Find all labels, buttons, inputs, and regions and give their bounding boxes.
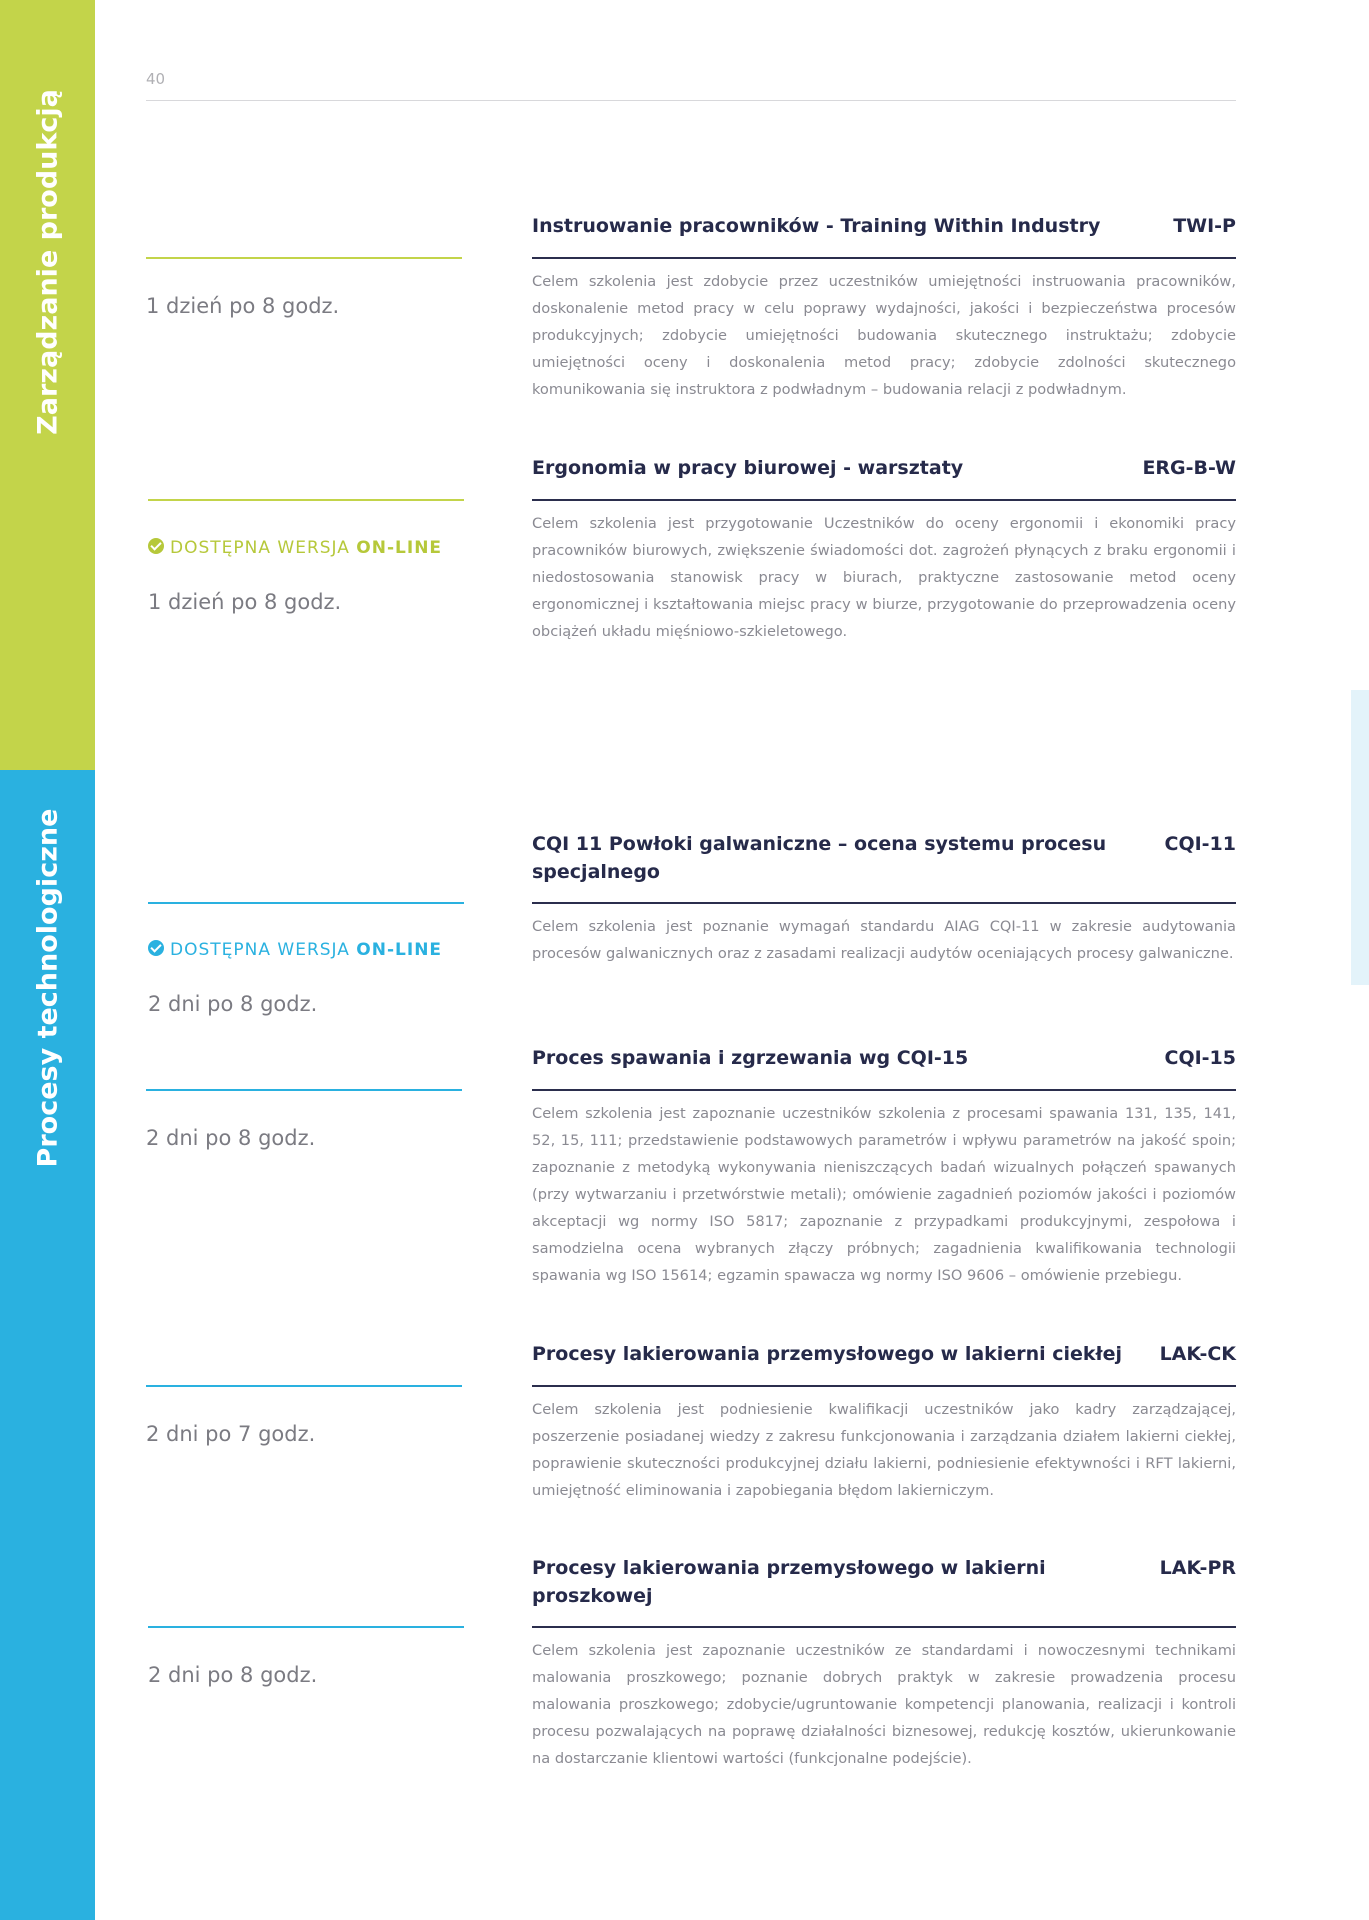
course-title: CQI 11 Powłoki galwaniczne – ocena systemu procesu specjalnego bbox=[532, 833, 1107, 883]
course-divider bbox=[532, 1385, 1236, 1387]
course-description: Celem szkolenia jest zapoznanie uczestników ze standardami i nowoczesnymi technikami malowania proszkowego; poznanie dobrych praktyk w zakresie prowadzenia procesu malowania proszkowego; zdobycie/ugruntowanie kompetencji planowania, realizacji i kontroli procesu pozwalających na poprawę działalności biznesowej, redukcję kosztów, ukierunkowanie na dostarczanie klientowi wartości (funkcjonalne podejście). bbox=[532, 1642, 1236, 1767]
course-divider bbox=[532, 1626, 1236, 1628]
online-badge: DOSTĘPNA WERSJA ON-LINE bbox=[148, 938, 442, 962]
duration-divider bbox=[148, 1626, 464, 1628]
course-duration: 2 dni po 8 godz. bbox=[146, 1126, 316, 1150]
course-title: Instruowanie pracowników - Training Within Industry bbox=[532, 215, 1101, 237]
course-title: Procesy lakierowania przemysłowego w lakierni ciekłej bbox=[532, 1343, 1122, 1365]
course-code: CQI-15 bbox=[1164, 1047, 1236, 1069]
course-code: ERG-B-W bbox=[1142, 457, 1236, 479]
course-duration: 2 dni po 8 godz. bbox=[148, 992, 318, 1016]
course-description: Celem szkolenia jest przygotowanie Uczestników do oceny ergonomii i ekonomiki pracy pracowników biurowych, zwiększenie świadomości dot. zagrożeń płynących z braku ergonomii i niedostosowania stanowisk pracy w biurach, praktyczne zastosowanie metod oceny ergonomicznej i kształtowania miejsc pracy w biurze, przygotowanie do przeprowadzenia oceny obciążeń układu mięśniowo-szkieletowego. bbox=[532, 515, 1236, 640]
course-code: CQI-11 bbox=[1164, 833, 1236, 855]
check-circle-icon bbox=[148, 940, 164, 956]
course-description: Celem szkolenia jest zapoznanie uczestników szkolenia z procesami spawania 131, 135, 141, 52, 15, 111; przedstawienie podstawowych parametrów i wpływu parametrów na jakość spoin; zapoznanie z metodyką wykonywania nieniszczących badań wizualnych połączeń spawanych (przy wytwarzaniu i przetwórstwie metali); omówienie zagadnień poziomów jakości i poziomów akceptacji wg normy ISO 5817; zapoznanie z przypadkami produkcyjnymi, zespołowa i samodzielna ocena wybranych złączy próbnych; zagadnienia kwalifikowania technologii spawania wg ISO 15614; egzamin spawacza wg normy ISO 9606 – omówienie przebiegu. bbox=[532, 1105, 1236, 1284]
check-circle-icon bbox=[148, 538, 164, 554]
course-duration: 2 dni po 8 godz. bbox=[148, 1663, 318, 1687]
course-code: LAK-PR bbox=[1159, 1557, 1236, 1579]
page-edge-tab bbox=[1351, 690, 1369, 985]
course-code: TWI-P bbox=[1173, 215, 1236, 237]
course-title: Proces spawania i zgrzewania wg CQI-15 bbox=[532, 1047, 969, 1069]
course-description: Celem szkolenia jest podniesienie kwalifikacji uczestników jako kadry zarządzającej, poszerzenie posiadanej wiedzy z zakresu funkcjonowania i zarządzania działem lakierni ciekłej, poprawienie skuteczności produkcyjnej działu lakierni, podniesienie efektywności i RFT lakierni, umiejętność eliminowania i zapobiegania błędom lakierniczym. bbox=[532, 1401, 1236, 1499]
course-description: Celem szkolenia jest poznanie wymagań standardu AIAG CQI-11 w zakresie audytowania procesów galwanicznych oraz z zasadami realizacji audytów oceniających procesy galwaniczne. bbox=[532, 918, 1236, 962]
course-divider bbox=[532, 1089, 1236, 1091]
header-divider bbox=[146, 100, 1236, 101]
duration-divider bbox=[148, 902, 464, 904]
course-description: Celem szkolenia jest zdobycie przez uczestników umiejętności instruowania pracowników, doskonalenie metod pracy w celu poprawy wydajności, jakości i bezpieczeństwa procesów produkcyjnych; zdobycie umiejętności budowania skutecznego instruktażu; zdobycie umiejętności oceny i doskonalenia metod pracy; zdobycie zdolności skutecznego komunikowania się instruktora z podwładnym – budowania relacji z podwładnym. bbox=[532, 273, 1236, 398]
page-number: 40 bbox=[146, 70, 166, 88]
course-code: LAK-CK bbox=[1159, 1343, 1236, 1365]
duration-divider bbox=[148, 499, 464, 501]
course-title: Procesy lakierowania przemysłowego w lakierni proszkowej bbox=[532, 1557, 1046, 1607]
course-duration: 1 dzień po 8 godz. bbox=[146, 294, 340, 318]
duration-divider bbox=[146, 1385, 462, 1387]
course-divider bbox=[532, 257, 1236, 259]
course-title: Ergonomia w pracy biurowej - warsztaty bbox=[532, 457, 964, 479]
course-duration: 2 dni po 7 godz. bbox=[146, 1422, 316, 1446]
duration-divider bbox=[146, 1089, 462, 1091]
course-divider bbox=[532, 902, 1236, 904]
course-duration: 1 dzień po 8 godz. bbox=[148, 590, 342, 614]
course-divider bbox=[532, 499, 1236, 501]
duration-divider bbox=[146, 257, 462, 259]
online-badge: DOSTĘPNA WERSJA ON-LINE bbox=[148, 536, 442, 560]
